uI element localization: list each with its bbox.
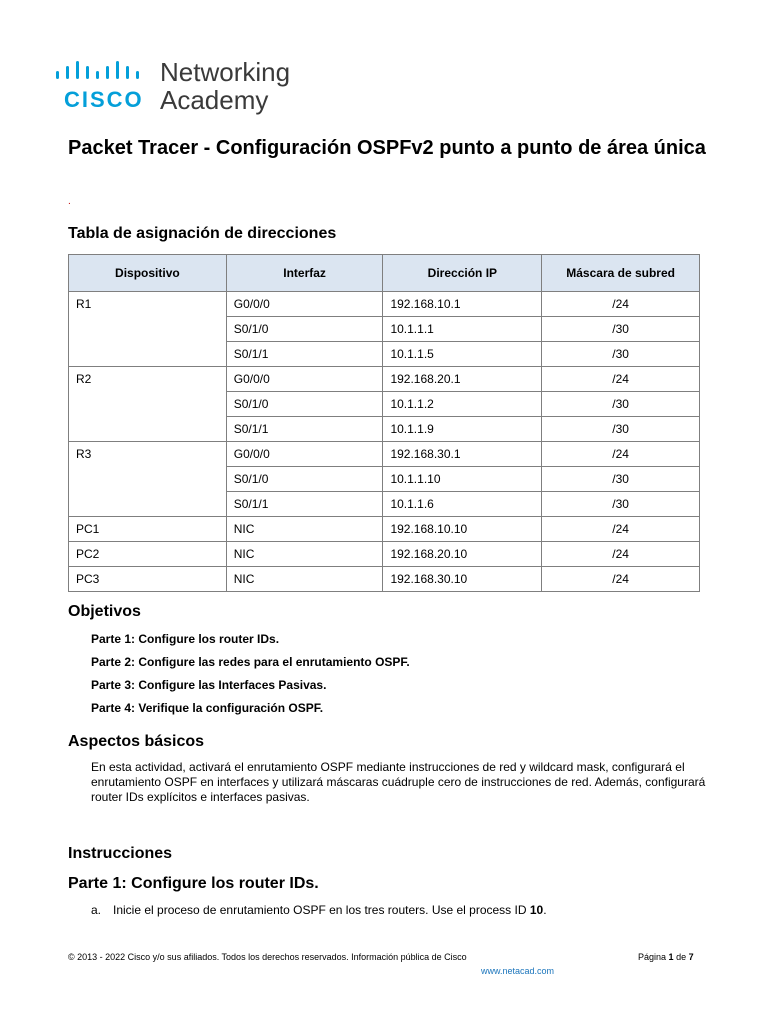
background-paragraph: En esta actividad, activará el enrutamiento OSPF mediante instrucciones de red y wildcard mask, configurará el enrutamiento OSPF en interfaces y utilizará máscaras cuádruple cero de instrucciones de red. Además, configurará router IDs explícitos e interfaces pasivas. xyxy=(91,760,706,804)
objective-item: Parte 3: Configure las Interfaces Pasivas. xyxy=(91,678,327,692)
interface-cell: G0/0/0 xyxy=(226,442,383,467)
address-table-heading: Tabla de asignación de direcciones xyxy=(68,225,337,242)
mask-cell: /24 xyxy=(542,517,700,542)
device-cell: PC2 xyxy=(69,542,227,567)
footer-page-number xyxy=(638,952,694,962)
table-row xyxy=(69,542,700,567)
brand-line2: Academy xyxy=(160,85,269,115)
column-header: Dispositivo xyxy=(69,255,227,292)
interface-cell: NIC xyxy=(226,567,383,592)
cisco-logo-icon xyxy=(52,57,152,117)
device-cell: R1 xyxy=(69,292,227,367)
mask-cell: /24 xyxy=(542,567,700,592)
mask-cell: /24 xyxy=(542,367,700,392)
ip-cell: 10.1.1.5 xyxy=(383,342,542,367)
interface-cell: NIC xyxy=(226,517,383,542)
mask-cell: /30 xyxy=(542,417,700,442)
interface-cell: S0/1/0 xyxy=(226,467,383,492)
cisco-networking-academy-logo xyxy=(52,57,312,117)
step-text-end: . xyxy=(543,903,547,917)
ip-cell: 192.168.10.10 xyxy=(383,517,542,542)
objective-item: Parte 1: Configure los router IDs. xyxy=(91,632,280,646)
interface-cell: S0/1/1 xyxy=(226,492,383,517)
interface-cell: G0/0/0 xyxy=(226,367,383,392)
footer-copyright: © 2013 - 2022 Cisco y/o sus afiliados. Todos los derechos reservados. Información pública de Cisco xyxy=(68,952,467,962)
ip-cell: 192.168.10.1 xyxy=(383,292,542,317)
step-process-id: 10 xyxy=(529,903,544,917)
cisco-wordmark: CISCO xyxy=(64,87,144,112)
background-heading: Aspectos básicos xyxy=(68,733,205,750)
ip-cell: 10.1.1.1 xyxy=(383,317,542,342)
interface-cell: NIC xyxy=(226,542,383,567)
step-text: Inicie el proceso de enrutamiento OSPF en los tres routers. Use el process ID xyxy=(113,903,530,917)
mask-cell: /24 xyxy=(542,442,700,467)
ip-cell: 192.168.30.10 xyxy=(383,567,542,592)
mask-cell: /24 xyxy=(542,542,700,567)
column-header: Interfaz xyxy=(226,255,383,292)
interface-cell: S0/1/1 xyxy=(226,417,383,442)
interface-cell: S0/1/0 xyxy=(226,392,383,417)
step-a xyxy=(91,903,547,917)
table-row xyxy=(69,517,700,542)
mask-cell: /30 xyxy=(542,492,700,517)
table-header-row xyxy=(69,255,700,292)
ip-cell: 192.168.20.1 xyxy=(383,367,542,392)
page-of: de xyxy=(676,952,687,962)
ip-cell: 10.1.1.6 xyxy=(383,492,542,517)
objective-item: Parte 4: Verifique la configuración OSPF. xyxy=(91,701,324,715)
device-cell: PC1 xyxy=(69,517,227,542)
address-table xyxy=(68,254,700,592)
device-cell: PC3 xyxy=(69,567,227,592)
ip-cell: 192.168.30.1 xyxy=(383,442,542,467)
red-mark: . xyxy=(68,196,71,207)
netacad-link[interactable]: www.netacad.com xyxy=(481,966,555,976)
mask-cell: /30 xyxy=(542,467,700,492)
table-row xyxy=(69,567,700,592)
table-row xyxy=(69,367,700,392)
page-current: 1 xyxy=(668,952,674,962)
column-header: Dirección IP xyxy=(383,255,542,292)
ip-cell: 192.168.20.10 xyxy=(383,542,542,567)
column-header: Máscara de subred xyxy=(542,255,700,292)
brand-line1: Networking xyxy=(160,57,291,87)
page-label: Página xyxy=(638,952,667,962)
mask-cell: /30 xyxy=(542,392,700,417)
mask-cell: /30 xyxy=(542,317,700,342)
interface-cell: S0/1/0 xyxy=(226,317,383,342)
objective-item: Parte 2: Configure las redes para el enrutamiento OSPF. xyxy=(91,655,410,669)
objectives-heading: Objetivos xyxy=(68,603,141,620)
mask-cell: /30 xyxy=(542,342,700,367)
ip-cell: 10.1.1.2 xyxy=(383,392,542,417)
part1-heading: Parte 1: Configure los router IDs. xyxy=(68,875,319,892)
table-row xyxy=(69,442,700,467)
mask-cell: /24 xyxy=(542,292,700,317)
device-cell: R2 xyxy=(69,367,227,442)
ip-cell: 10.1.1.9 xyxy=(383,417,542,442)
interface-cell: G0/0/0 xyxy=(226,292,383,317)
interface-cell: S0/1/1 xyxy=(226,342,383,367)
device-cell: R3 xyxy=(69,442,227,517)
document-title: Packet Tracer - Configuración OSPFv2 punto a punto de área única xyxy=(68,137,706,159)
ip-cell: 10.1.1.10 xyxy=(383,467,542,492)
step-label: a. xyxy=(91,903,102,917)
page-total: 7 xyxy=(688,952,694,962)
instructions-heading: Instrucciones xyxy=(68,845,173,862)
table-row xyxy=(69,292,700,317)
